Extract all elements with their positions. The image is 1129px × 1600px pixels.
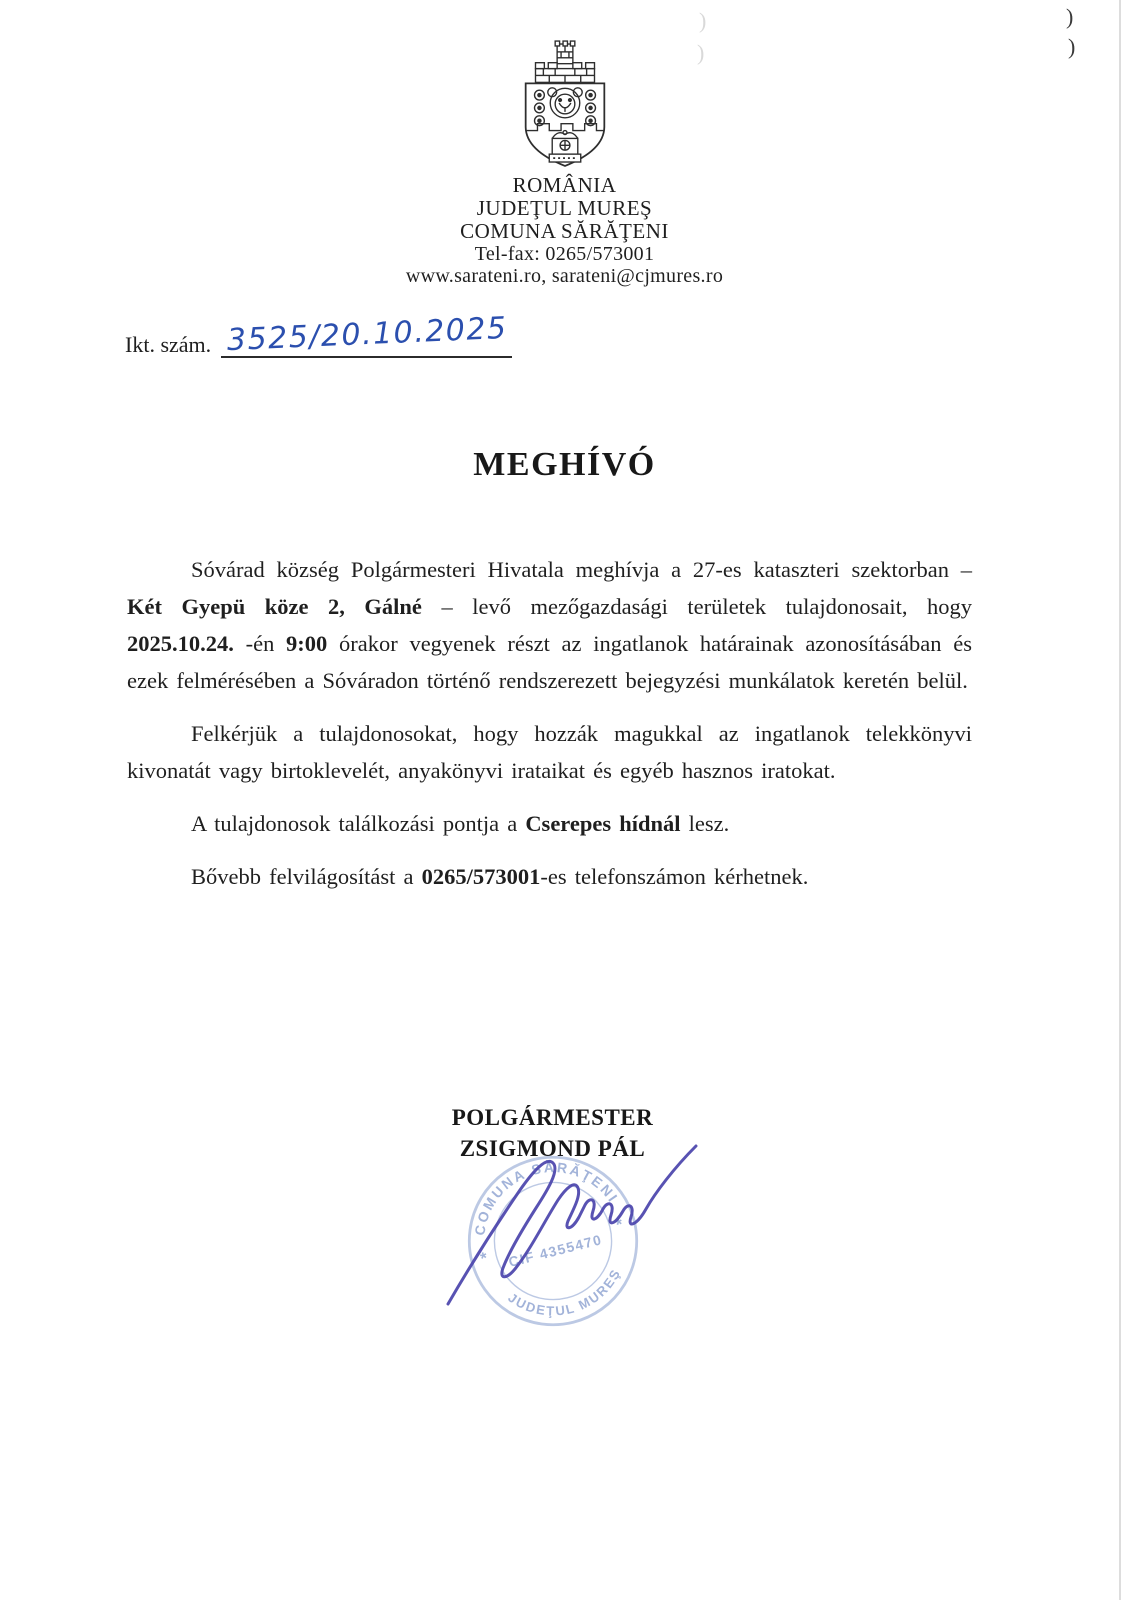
stamp-text-top: COMUNA SĂRĂŢENI	[471, 1158, 622, 1237]
handwritten-signature	[434, 1116, 714, 1311]
stamp-text-middle: CIF 4355470	[506, 1231, 604, 1270]
coat-of-arms-icon	[506, 40, 624, 168]
paragraph-documents: Felkérjük a tulajdonosokat, hogy hozzák magukkal az ingatlanok telekkönyvi kivonatát vagy birtoklevelét, anyakönyvi irataikat és egyéb hasznos iratokat.	[127, 721, 972, 783]
registration-line	[125, 310, 512, 359]
stamp-text-bottom: JUDEŢUL MUREŞ	[505, 1265, 624, 1319]
letterhead-country: ROMÂNIA	[512, 173, 617, 197]
scan-artifact-mark: )	[1066, 4, 1074, 29]
letterhead	[0, 40, 1129, 287]
registration-label: Ikt. szám.	[125, 332, 212, 357]
letter-body	[127, 551, 972, 911]
registration-underline	[221, 310, 512, 359]
letterhead-telfax: Tel-fax: 0265/573001	[474, 243, 655, 265]
stamp-star-left: *	[478, 1248, 490, 1269]
scan-artifact-mark: )	[699, 8, 707, 33]
document-title: MEGHÍVÓ	[473, 446, 656, 483]
handwritten-registration-number: 3525/20.10.2025	[226, 310, 509, 359]
signatory-name: ZSIGMOND PÁL	[459, 1136, 646, 1161]
paragraph-phone-info: Bővebb felvilágosítást a 0265/573001-es telefonszámon kérhetnek.	[191, 864, 809, 889]
letterhead-county: JUDEŢUL MUREŞ	[476, 196, 653, 220]
paragraph-invitation: Sóvárad község Polgármesteri Hivatala meghívja a 27-es kataszteri szektorban – Két Gyepü köze 2, Gálné – levő mezőgazdasági területek tulajdonosait, hogy 2025.10.24. -én 9:00 órakor vegyenek részt az ingatlanok határainak azonosításában és ezek felmérésében a Sóváradon történő rendszerezett bejegyzési munkálatok keretén belül.	[127, 557, 972, 693]
letterhead-contacts: www.sarateni.ro, sarateni@cjmures.ro	[405, 265, 724, 287]
paragraph-meeting-point: A tulajdonosok találkozási pontja a Cserepes hídnál lesz.	[191, 811, 730, 836]
scan-artifact-mark: )	[1068, 34, 1076, 59]
stamp-star-right: *	[613, 1214, 625, 1235]
signatory-role: POLGÁRMESTER	[451, 1105, 654, 1130]
scan-artifact-mark: )	[697, 40, 705, 65]
letterhead-commune: COMUNA SĂRĂŢENI	[460, 219, 669, 243]
